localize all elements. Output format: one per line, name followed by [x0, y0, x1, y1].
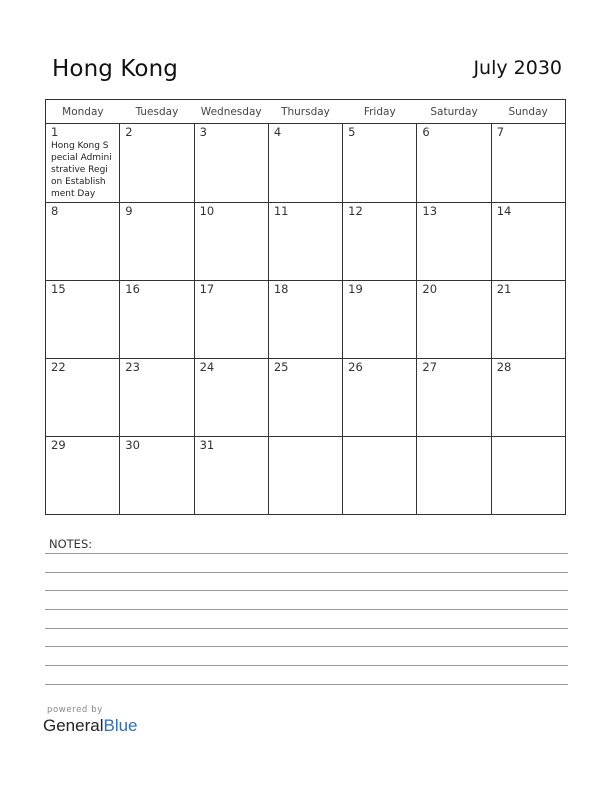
note-line: [45, 572, 568, 573]
weekday-header: Thursday: [268, 100, 342, 124]
day-number: 8: [51, 204, 59, 218]
day-number: 7: [496, 125, 505, 139]
day-number: 28: [496, 360, 512, 374]
day-cell: [417, 124, 491, 203]
day-number: 12: [348, 204, 363, 218]
day-number: 1: [51, 125, 59, 139]
day-number: 17: [199, 282, 215, 296]
day-cell: [194, 437, 268, 515]
day-cell: [46, 281, 120, 359]
day-number: 5: [348, 125, 356, 139]
day-number: 23: [125, 360, 140, 374]
day-number: 14: [496, 204, 512, 218]
day-number: 29: [51, 438, 66, 452]
day-number: [417, 437, 490, 439]
day-number: 24: [199, 360, 215, 374]
day-number: 9: [125, 204, 133, 218]
holiday-label: Hong Kong Special Administrative Region Establishment Day: [51, 141, 112, 199]
day-number: 18: [273, 282, 289, 296]
day-cell: [120, 437, 194, 515]
note-line: [45, 609, 568, 610]
day-cell: [194, 124, 268, 203]
day-cell: [120, 203, 194, 281]
day-number: 13: [422, 204, 438, 218]
day-number: 26: [348, 360, 363, 374]
day-cell: [268, 437, 342, 515]
weekday-header: Sunday: [491, 100, 565, 124]
note-line: [45, 646, 568, 647]
calendar-grid: [45, 99, 566, 515]
day-cell: [120, 359, 194, 437]
weekday-header-row: [46, 100, 566, 124]
day-cell: [343, 437, 417, 515]
day-number: 15: [51, 282, 66, 296]
day-cell: [343, 359, 417, 437]
day-cell: [491, 124, 565, 203]
calendar-region-title: Hong Kong: [52, 56, 178, 82]
day-number: 4: [273, 125, 282, 139]
day-cell: [194, 359, 268, 437]
day-number: 25: [273, 360, 289, 374]
day-number: [269, 437, 342, 439]
note-line: [45, 684, 568, 685]
day-number: 16: [125, 282, 140, 296]
day-number: 22: [51, 360, 66, 374]
note-line: [45, 628, 568, 629]
weekday-header: Wednesday: [194, 100, 268, 124]
day-number: 11: [273, 204, 289, 218]
day-number: [492, 437, 565, 439]
week-row: [46, 203, 566, 281]
day-cell: [491, 437, 565, 515]
day-cell: [268, 359, 342, 437]
weekday-header: Saturday: [417, 100, 491, 124]
weekday-header: Monday: [46, 100, 120, 124]
day-cell: [46, 359, 120, 437]
week-row: [46, 281, 566, 359]
day-number: 27: [422, 360, 438, 374]
day-number: 31: [199, 438, 215, 452]
day-number: 2: [125, 125, 133, 139]
day-cell: [120, 124, 194, 203]
weekday-header: Tuesday: [120, 100, 194, 124]
day-cell: [120, 281, 194, 359]
day-cell: [46, 437, 120, 515]
week-row: [46, 124, 566, 203]
day-cell: [417, 203, 491, 281]
powered-by-label: powered by: [47, 705, 103, 715]
weekday-header: Friday: [343, 100, 417, 124]
day-cell: [343, 281, 417, 359]
brand-blue: Blue: [103, 716, 138, 735]
day-cell: [46, 203, 120, 281]
generalblue-logo: [43, 716, 138, 736]
day-number: 21: [496, 282, 512, 296]
day-cell: [268, 281, 342, 359]
day-cell: [491, 281, 565, 359]
day-number: 30: [125, 438, 140, 452]
day-number: 20: [422, 282, 438, 296]
day-number: 6: [422, 125, 430, 139]
note-line: [45, 665, 568, 666]
day-cell: [268, 124, 342, 203]
day-cell: [417, 359, 491, 437]
day-cell: [343, 203, 417, 281]
day-number: 10: [199, 204, 215, 218]
brand-general: General: [43, 716, 104, 735]
day-cell: [46, 124, 120, 203]
note-line: [45, 553, 568, 554]
notes-label: NOTES:: [49, 537, 93, 551]
note-line: [45, 590, 568, 591]
week-row: [46, 359, 566, 437]
day-cell: [417, 281, 491, 359]
day-cell: [194, 203, 268, 281]
calendar-month-title: July 2030: [473, 57, 562, 79]
day-cell: [491, 203, 565, 281]
day-number: 19: [348, 282, 363, 296]
day-cell: [417, 437, 491, 515]
week-row: [46, 437, 566, 515]
day-cell: [343, 124, 417, 203]
day-cell: [268, 203, 342, 281]
day-cell: [491, 359, 565, 437]
day-number: [343, 437, 416, 439]
day-number: 3: [199, 125, 207, 139]
day-cell: [194, 281, 268, 359]
